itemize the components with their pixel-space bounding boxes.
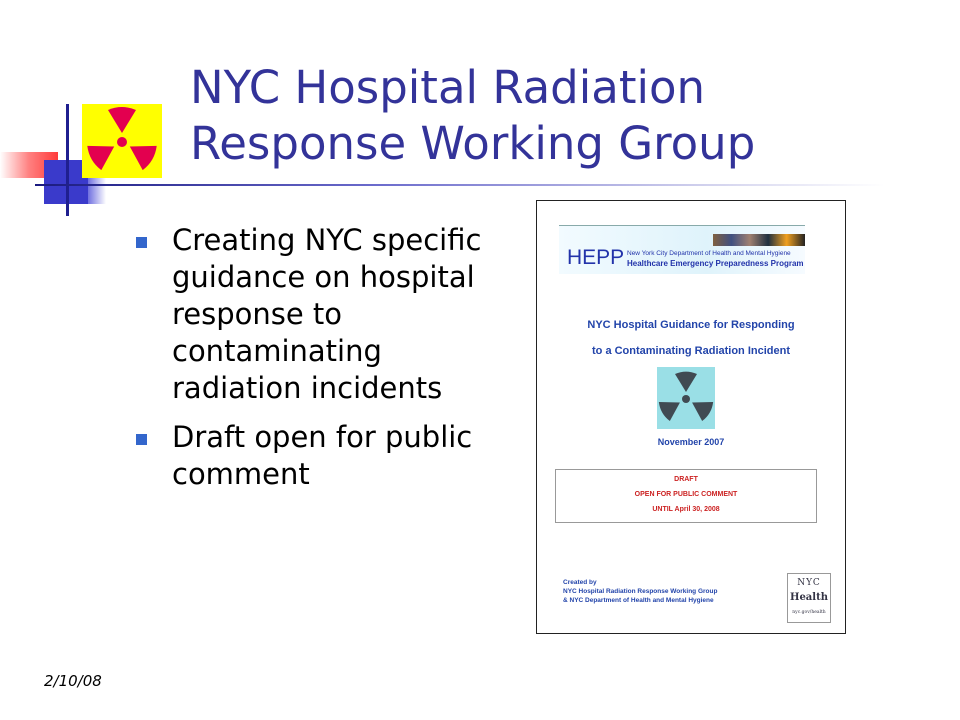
draft-line-3: UNTIL April 30, 2008	[652, 506, 720, 513]
decorative-blue-fade	[88, 178, 106, 204]
nyc-health-logo	[787, 573, 831, 623]
title-underline	[35, 184, 885, 186]
hepp-header	[559, 225, 805, 274]
radiation-trefoil-icon	[82, 104, 162, 178]
bullet-text: Draft open for public comment	[172, 420, 473, 491]
bullet-square-icon	[136, 237, 147, 248]
created-by-line-2: NYC Hospital Radiation Response Working Group	[563, 588, 718, 595]
created-by-line-3: & NYC Department of Health and Mental Hygiene	[563, 597, 714, 604]
hepp-logo-text: HEPP	[567, 246, 625, 269]
bullet-list	[132, 222, 512, 505]
bullet-square-icon	[136, 434, 147, 445]
decorative-vertical-line	[66, 104, 69, 216]
nyc-logo-line-1: NYC	[797, 578, 821, 588]
bullet-item	[132, 419, 512, 493]
title-line-1: NYC Hospital Radiation	[190, 61, 706, 114]
document-thumbnail	[536, 200, 846, 634]
document-date: November 2007	[657, 437, 725, 447]
nyc-logo-line-2: Health	[790, 592, 828, 603]
draft-line-2: OPEN FOR PUBLIC COMMENT	[634, 491, 738, 498]
slide-date: 2/10/08	[44, 672, 102, 690]
header-photo-strip	[713, 234, 805, 246]
created-by-line-1: Created by	[563, 579, 597, 586]
hepp-program: Healthcare Emergency Preparedness Program	[627, 259, 804, 268]
hepp-department: New York City Department of Health and Mental Hygiene	[627, 250, 791, 257]
document-title-line-1: NYC Hospital Guidance for Responding	[587, 319, 795, 331]
draft-notice-box	[555, 469, 817, 523]
document-title-line-2: to a Contaminating Radiation Incident	[592, 345, 790, 357]
document-radiation-logo	[657, 367, 715, 429]
bullet-item	[132, 222, 512, 407]
radiation-trefoil-icon	[657, 367, 715, 429]
slide-title	[190, 60, 930, 172]
bullet-text: Creating NYC specific guidance on hospital response to contaminating radiation incidents	[172, 223, 482, 405]
title-line-2: Response Working Group	[190, 117, 756, 170]
nyc-logo-url: nyc.gov/health	[792, 610, 826, 615]
radiation-logo	[82, 104, 162, 178]
draft-line-1: DRAFT	[674, 476, 698, 483]
